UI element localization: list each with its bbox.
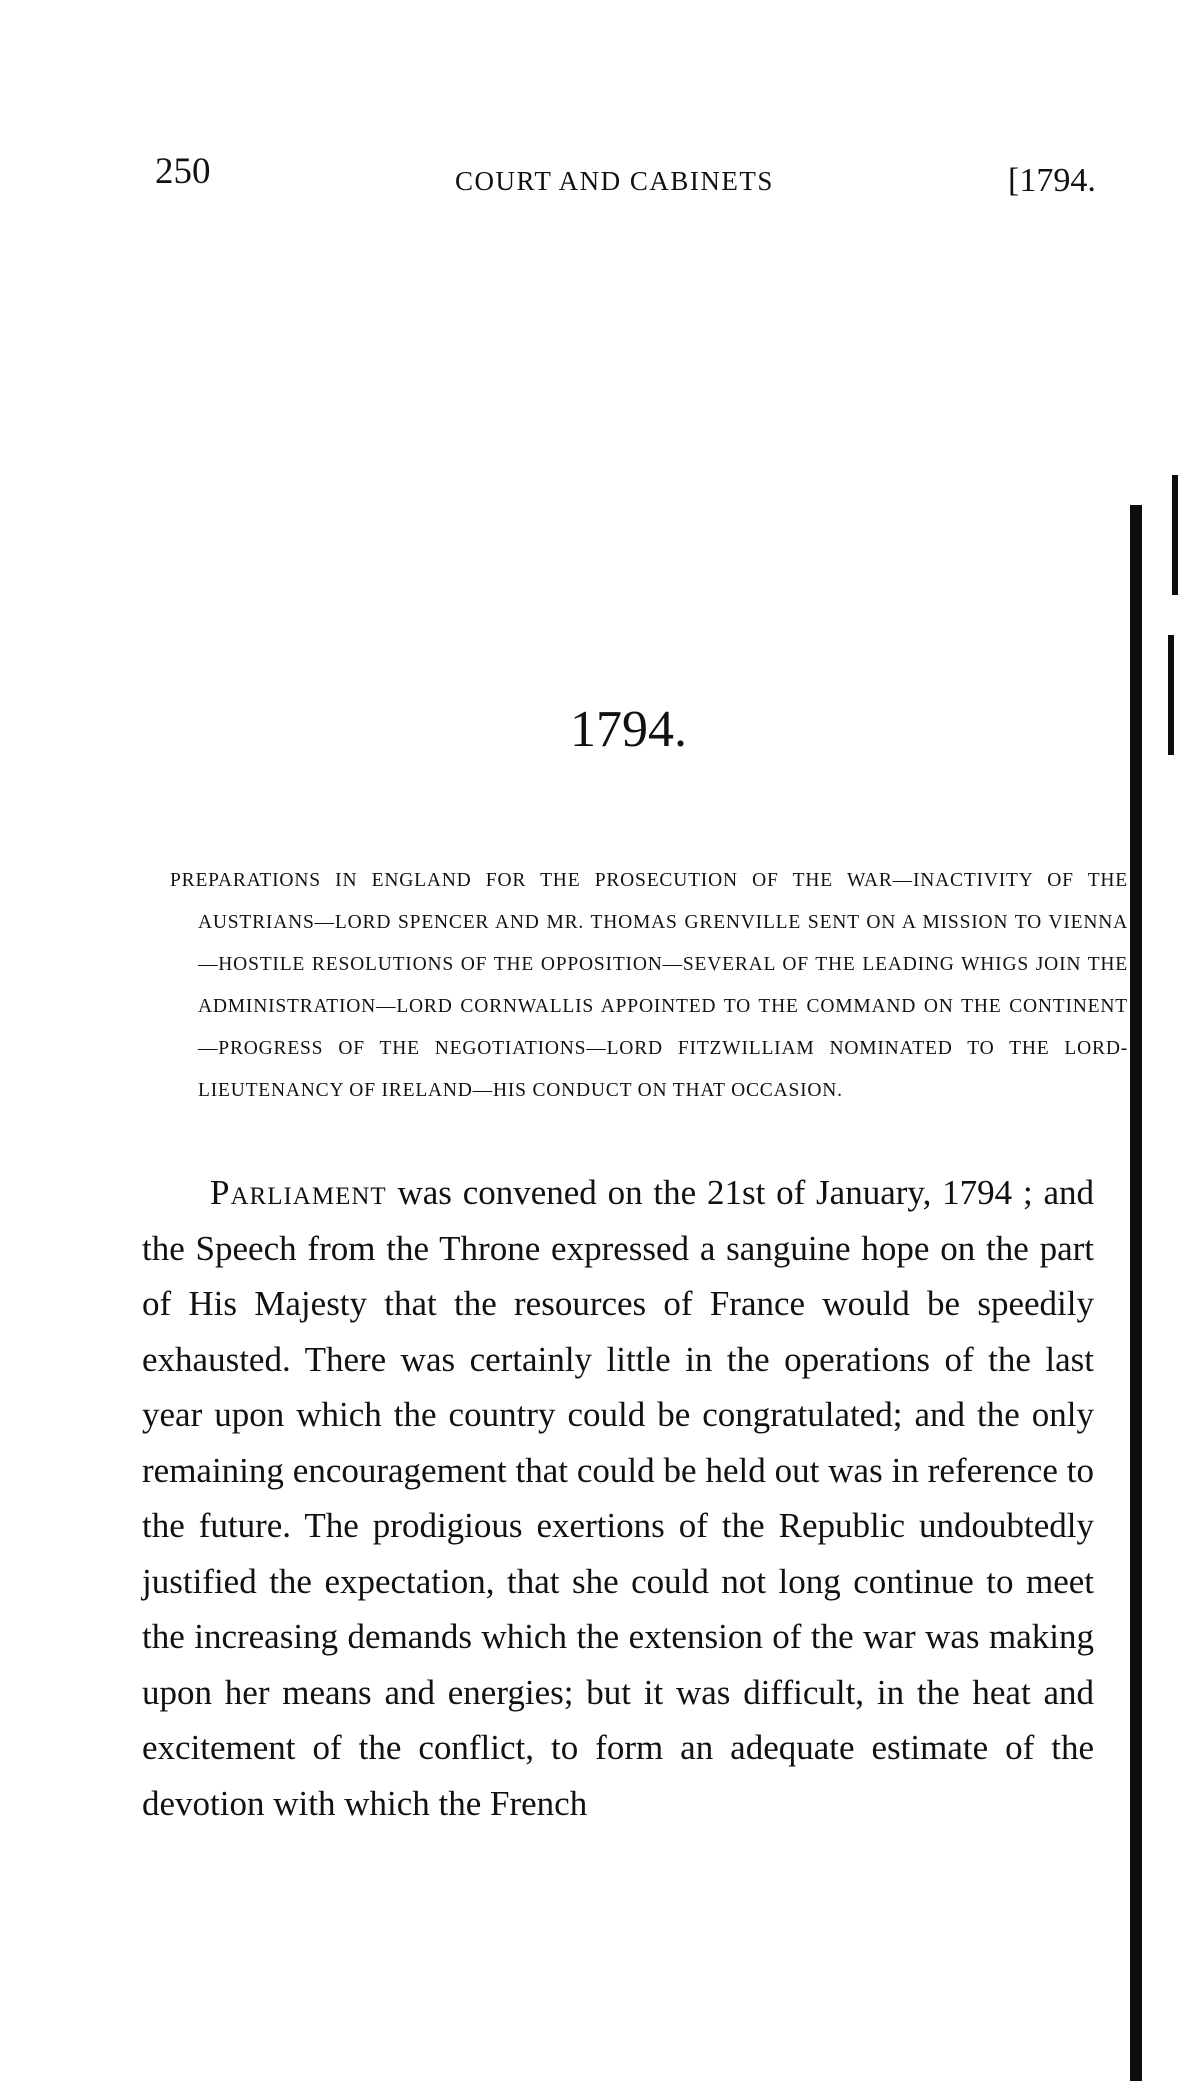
chapter-synopsis: PREPARATIONS IN ENGLAND FOR THE PROSECUTION OF THE WAR—INACTIVITY OF THE AUSTRIANS—LORD SPENCER AND MR. THOMAS GRENVILLE SENT ON A MISSION TO VIENNA—HOSTILE RESOLUTIONS OF THE OPPOSITION—SEVERAL OF THE LEADING WHIGS JOIN THE ADMINISTRATION—LORD CORNWALLIS APPOINTED TO THE COMMAND ON THE CONTINENT—PROGRESS OF THE NEGOTIATIONS—LORD FITZWILLIAM NOMINATED TO THE LORD-LIEUTENANCY OF IRELAND—HIS CONDUCT ON THAT OCCASION.	[170, 870, 1128, 1101]
paragraph-text: was convened on the 21st of January, 1794 ; and the Speech from the Throne expressed a sanguine hope on the part of His Majesty that the resources of France would be speedily exhausted. There was certainly little in the operations of the last year upon which the country could be congratulated; and the only remaining encouragement that could be held out was in reference to the future. The prodigious exertions of the Republic undoubtedly justified the expectation, that she could not long continue to meet the increasing demands which the extension of the war was making upon her means and energies; but it was difficult, in the heat and excitement of the conflict, to form an adequate estimate of the devotion with which the French	[142, 1173, 1095, 1823]
page-number: 250	[155, 151, 211, 192]
running-title: COURT AND CABINETS	[455, 166, 774, 196]
gutter-edge-mark	[1168, 635, 1174, 755]
running-head	[0, 150, 1187, 200]
binding-gutter-shadow	[1122, 505, 1187, 2081]
chapter-year-heading: 1794.	[570, 701, 687, 758]
lead-word: Parliament	[210, 1173, 387, 1212]
running-year: [1794.	[1008, 162, 1096, 199]
body-paragraph	[142, 1165, 1094, 1831]
gutter-edge-line	[1130, 505, 1142, 2081]
gutter-edge-mark	[1172, 475, 1178, 595]
